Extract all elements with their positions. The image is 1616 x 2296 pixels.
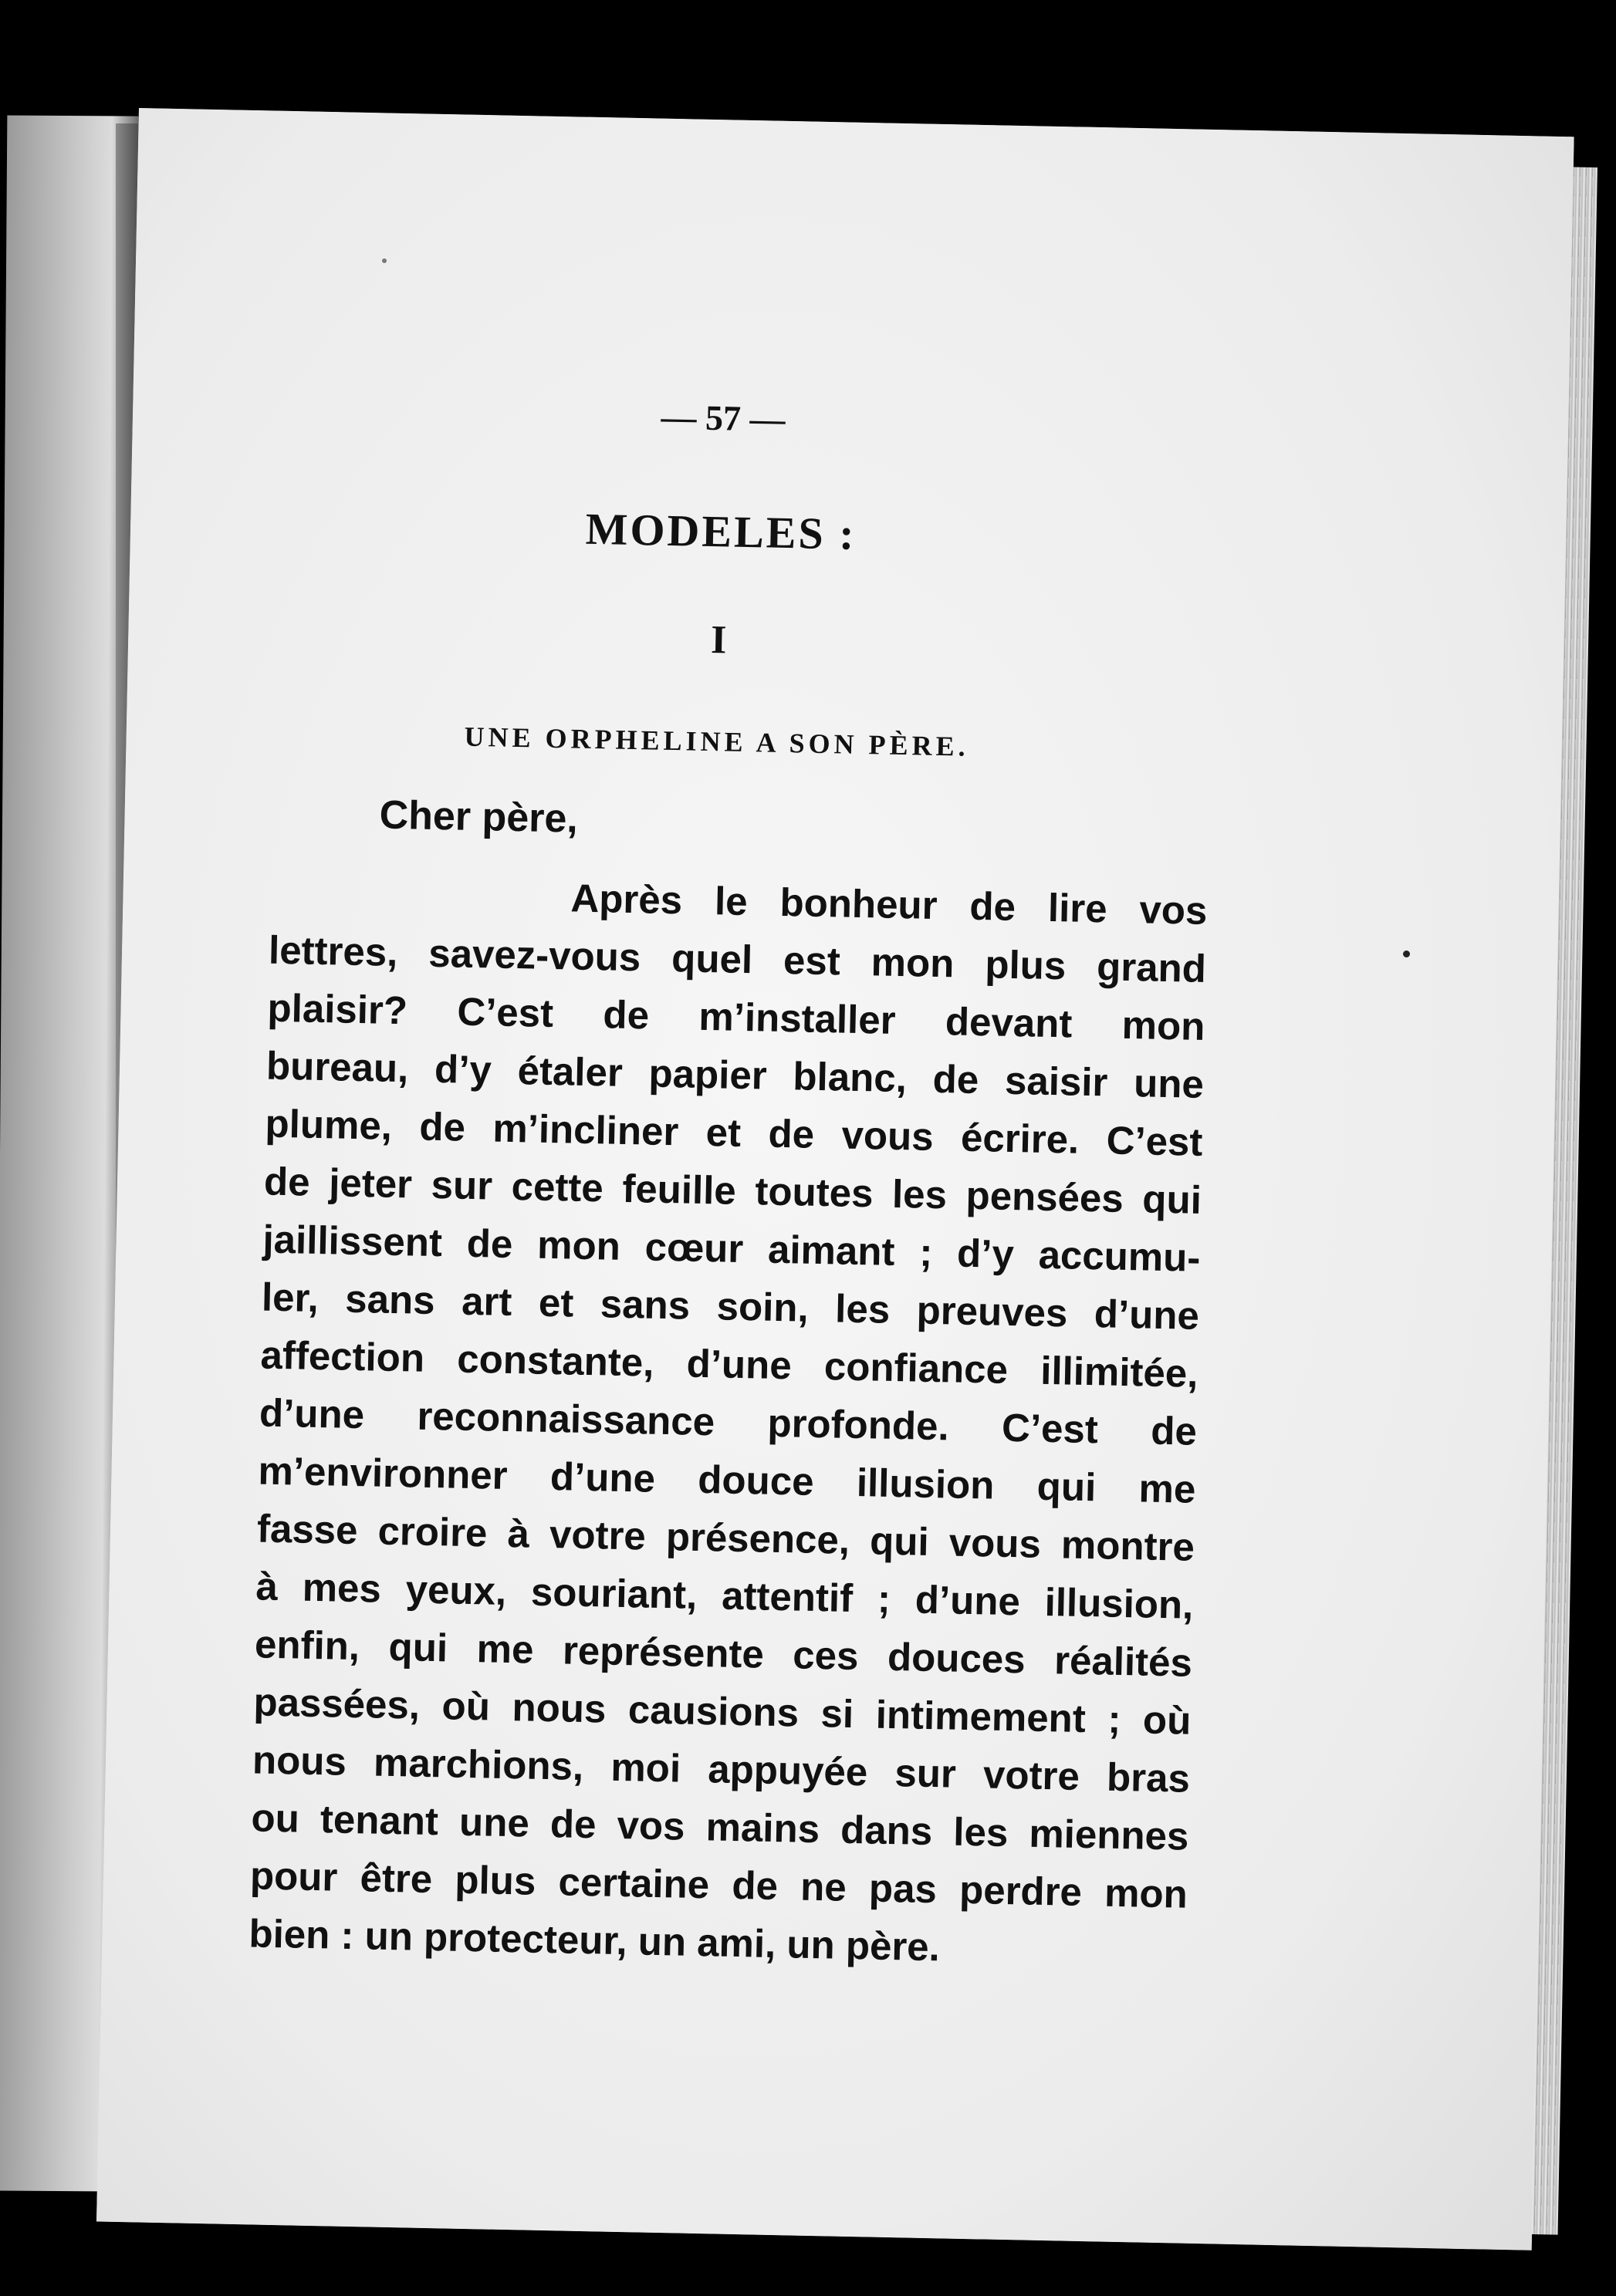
body-line: bureau, d’y étaler papier blanc, de saisir une: [265, 1043, 1205, 1106]
body-line: passées, où nous causions si intimement ; où: [252, 1680, 1192, 1743]
body-line: pour être plus certaine de ne pas perdre mon: [249, 1853, 1188, 1916]
section-numeral: I: [710, 618, 728, 663]
body-line: Après le bonheur de lire vos: [570, 876, 1208, 933]
body-line: affection constante, d’une confiance illimitée,: [260, 1332, 1198, 1396]
body-line: bien : un protecteur, un ami, un père.: [248, 1911, 941, 1970]
body-line: d’une reconnaissance profonde. C’est de: [259, 1390, 1198, 1454]
letter-heading: UNE ORPHELINE A SON PÈRE.: [464, 721, 970, 762]
body-line: plaisir? C’est de m’installer devant mon: [267, 985, 1205, 1048]
body-line: ou tenant une de vos mains dans les miennes: [250, 1795, 1189, 1859]
body-line: plume, de m’incliner et de vous écrire. C’est: [265, 1101, 1203, 1164]
salutation: Cher père,: [379, 792, 579, 842]
page-number: — 57 —: [661, 397, 786, 439]
body-line: ler, sans art et sans soin, les preuves d’une: [261, 1275, 1200, 1338]
scan-speck: [382, 258, 387, 263]
book-page: [96, 108, 1574, 2250]
body-line: lettres, savez-vous quel est mon plus grand: [268, 927, 1207, 991]
letter-body: [248, 863, 1208, 1981]
body-line: enfin, qui me représente ces douces réalités: [254, 1622, 1193, 1685]
body-line: fasse croire à votre présence, qui vous montre: [256, 1506, 1195, 1569]
body-line: jaillissent de mon cœur aimant ; d’y accumu-: [262, 1217, 1201, 1280]
page-title: MODELES :: [585, 503, 857, 559]
body-line: de jeter sur cette feuille toutes les pensées qui: [263, 1159, 1202, 1222]
body-line: à mes yeux, souriant, attentif ; d’une illusion,: [255, 1564, 1194, 1627]
scan-speck: [1403, 950, 1410, 957]
body-line: m’environner d’une douce illusion qui me: [258, 1448, 1196, 1511]
body-line: nous marchions, moi appuyée sur votre bras: [252, 1737, 1191, 1801]
